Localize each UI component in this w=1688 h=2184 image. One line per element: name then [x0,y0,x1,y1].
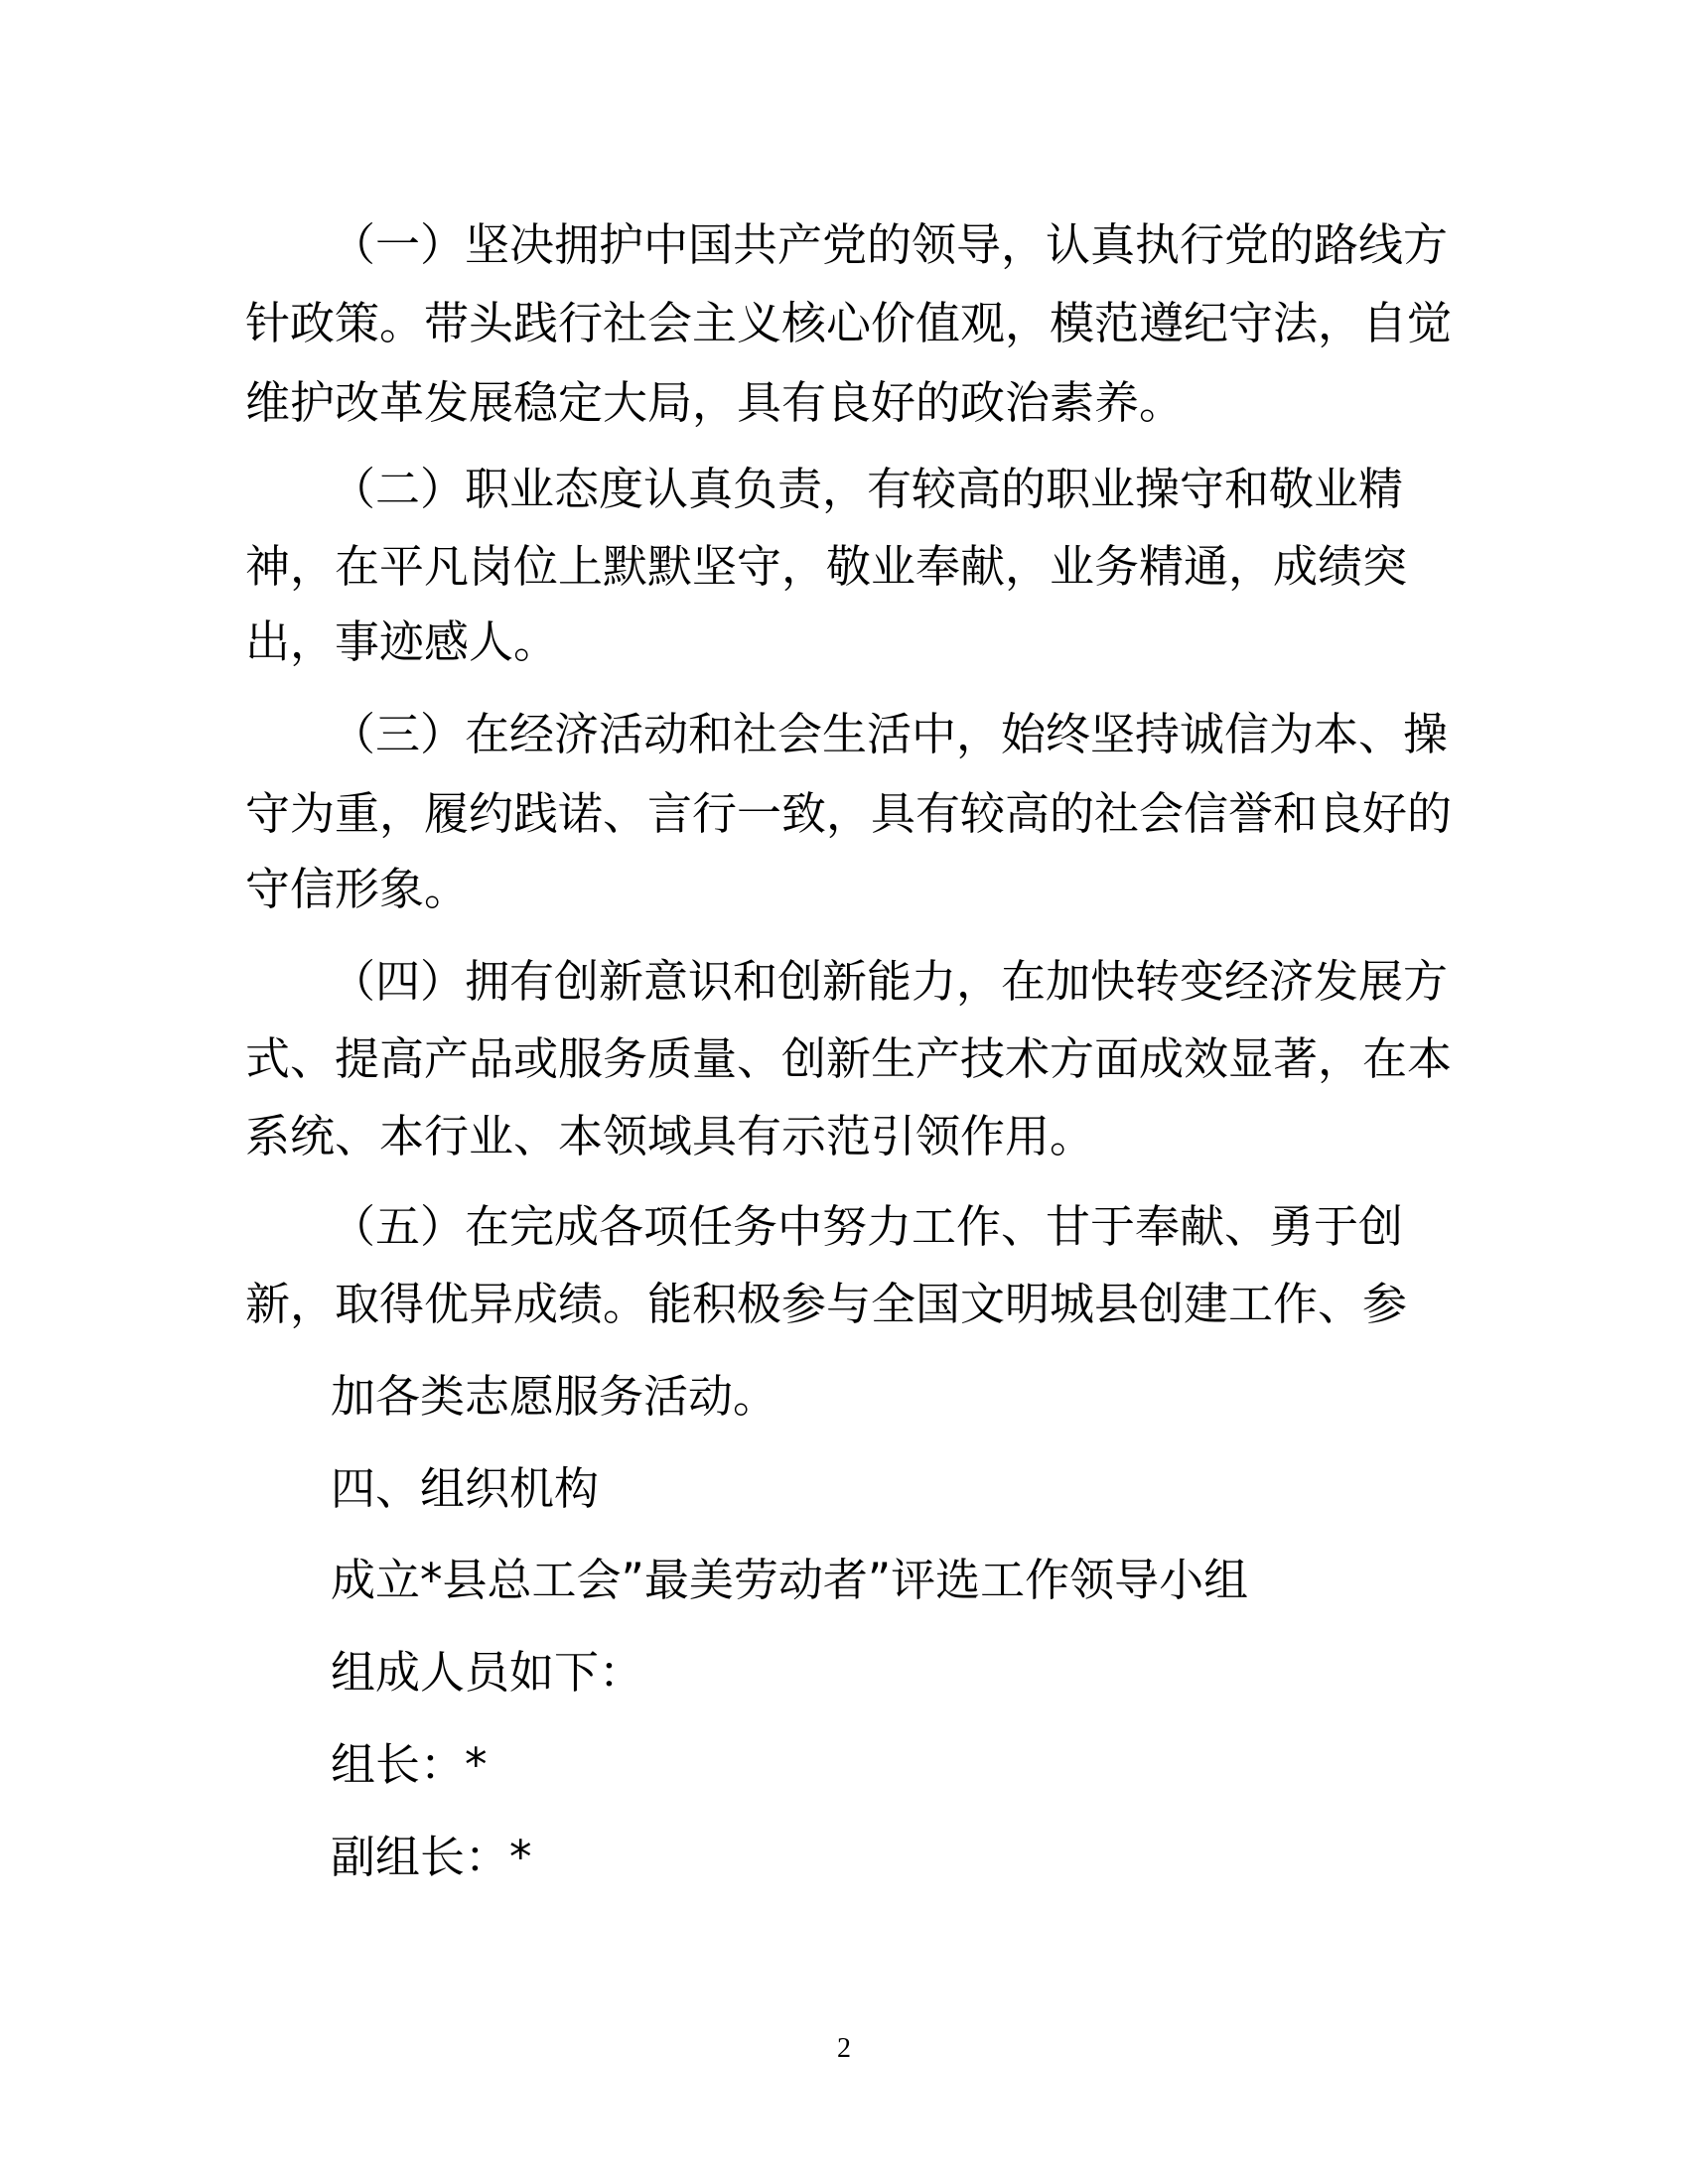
text-line: 副组长：* [331,1831,532,1883]
text-line: 系统、本行业、本领域具有示范引领作用。 [245,1110,1095,1162]
text-line: （四）拥有创新意识和创新能力，在加快转变经济发展方 [331,955,1449,1008]
text-line: 组成人员如下： [331,1646,644,1699]
text-line: （五）在完成各项任务中努力工作、甘于奉献、勇于创 [331,1200,1404,1253]
text-line: 组长：* [331,1738,488,1791]
text-line: 式、提高产品或服务质量、创新生产技术方面成效显著，在本 [245,1032,1453,1085]
text-line: 出，事迹感人。 [245,615,559,668]
text-line: 守信形象。 [245,863,470,915]
text-line: （二）职业态度认真负责，有较高的职业操守和敬业精 [331,463,1404,515]
text-line: 守为重，履约践诺、言行一致，具有较高的社会信誉和良好的 [245,787,1453,840]
text-line: （三）在经济活动和社会生活中，始终坚持诚信为本、操 [331,708,1449,760]
text-line: 针政策。带头践行社会主义核心价值观，模范遵纪守法，自觉 [245,297,1453,349]
text-line: 加各类志愿服务活动。 [331,1370,778,1423]
section-heading: 四、组织机构 [331,1462,600,1515]
text-line: 维护改革发展稳定大局，具有良好的政治素养。 [245,376,1185,429]
text-line: （一）坚决拥护中国共产党的领导，认真执行党的路线方 [331,218,1449,271]
text-line: 新，取得优异成绩。能积极参与全国文明城县创建工作、参 [245,1278,1408,1330]
text-line: 成立*县总工会”最美劳动者”评选工作领导小组 [331,1554,1249,1606]
page-number: 2 [837,2033,851,2064]
text-line: 神，在平凡岗位上默默坚守，敬业奉献，业务精通，成绩突 [245,540,1408,593]
